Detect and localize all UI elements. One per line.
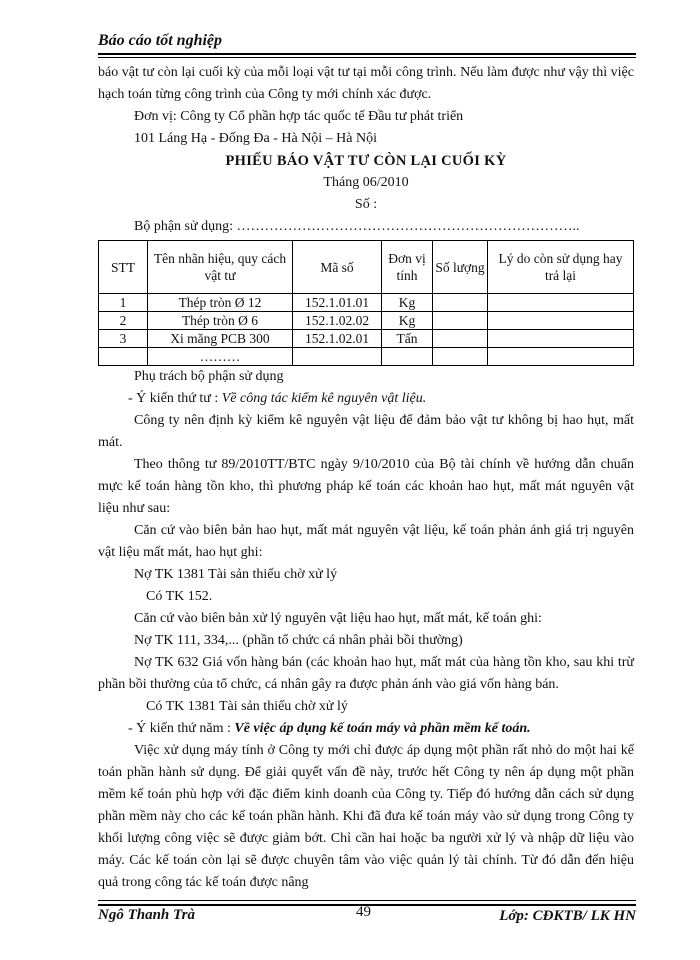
form-title: PHIẾU BÁO VẬT TƯ CÒN LẠI CUỐI KỲ (225, 153, 507, 169)
entry-credit-152: Có TK 152. (146, 589, 213, 604)
table-header-row (99, 241, 634, 294)
footer-class: Lớp: CĐKTB/ LK HN (499, 908, 636, 924)
cell-stt: 1 (99, 294, 148, 312)
cell-quantity (433, 348, 488, 366)
col-header-code: Mã số (293, 241, 382, 294)
materials-table (98, 240, 634, 366)
table-row (99, 294, 634, 312)
page-number: 49 (356, 904, 371, 920)
address-line: 101 Láng Hạ - Đống Đa - Hà Nội – Hà Nội (134, 131, 377, 146)
cell-code: 152.1.02.01 (293, 330, 382, 348)
page-header (98, 30, 638, 52)
header-rule-thin (98, 57, 636, 58)
footer-rule-thin (98, 900, 636, 901)
signer-line: Phụ trách bộ phận sử dụng (134, 369, 284, 384)
table-row (99, 312, 634, 330)
paragraph-continuation: báo vật tư còn lại cuối kỳ của mỗi loại vật tư tại mỗi công trình. Nếu làm được như vậy thì việc hạch toán từng công trình của Công ty mới chính xác được. (98, 65, 634, 102)
cell-code (293, 348, 382, 366)
cell-unit: Tấn (382, 330, 433, 348)
cell-code: 152.1.02.02 (293, 312, 382, 330)
table-row (99, 348, 634, 366)
cell-reason (488, 294, 634, 312)
opinion-4 (98, 388, 634, 410)
department-line: Bộ phận sử dụng: ……………………………………………………………….. (134, 219, 580, 234)
paragraph-debit-632: Nợ TK 632 Giá vốn hàng bán (các khoản hao hụt, mất mát của hàng tồn kho, sau khi trừ phần bồi thường của tổ chức, cá nhân gây ra được phản ánh vào giá vốn hàng bán. (98, 655, 634, 692)
cell-quantity (433, 330, 488, 348)
cell-stt: 3 (99, 330, 148, 348)
footer-author: Ngô Thanh Trà (98, 907, 195, 923)
cell-quantity (433, 312, 488, 330)
cell-stt (99, 348, 148, 366)
col-header-stt: STT (99, 241, 148, 294)
entry-credit-1381: Có TK 1381 Tài sản thiếu chờ xử lý (146, 699, 348, 714)
col-header-unit: Đơn vị tính (382, 241, 433, 294)
paragraph-handling-record: Căn cứ vào biên bản xử lý nguyên vật liệu hao hụt, mất mát, kế toán ghi: (134, 611, 542, 626)
cell-code: 152.1.01.01 (293, 294, 382, 312)
form-month: Tháng 06/2010 (323, 175, 409, 190)
cell-name: Thép tròn Ø 12 (148, 294, 293, 312)
col-header-quantity: Số lượng (433, 241, 488, 294)
opinion-4-lead: - Ý kiến thứ tư : (128, 391, 222, 406)
opinion-5 (98, 718, 634, 740)
col-header-name: Tên nhãn hiệu, quy cách vật tư (148, 241, 293, 294)
cell-unit (382, 348, 433, 366)
paragraph-loss-record: Căn cứ vào biên bản hao hụt, mất mát nguyên vật liệu, kế toán phản ánh giá trị nguyên vật liệu mất mát, hao hụt ghi: (98, 523, 634, 560)
cell-name: ……… (148, 348, 293, 366)
opinion-4-topic: Về công tác kiểm kê nguyên vật liệu. (221, 391, 427, 406)
paragraph-computerization: Việc xử dụng máy tính ở Công ty mới chỉ được áp dụng một phần rất nhỏ do một hai kế toán phần hành sử dụng. Để giải quyết vấn đề này, trước hết Công ty nên áp dụng một phần mềm kế toán phù hợp với đặc điểm kinh doanh của Công ty. Tiếp đó hướng dẫn cách sử dụng phần mềm này cho các kế toán phần hành. Khi đã đưa kế toán máy vào sử dụng trong Công ty khối lượng công việc sẽ được giảm bớt. Chỉ cần hai hoặc ba người xử lý và nhập dữ liệu vào máy. Các kế toán còn lại sẽ được chuyên tâm vào việc quản lý tài chính. Từ đó dẫn đến hiệu quả trong công tác kế toán được nâng (98, 743, 634, 890)
opinion-5-topic: Về việc áp dụng kế toán máy và phần mềm kế toán. (234, 721, 531, 736)
cell-quantity (433, 294, 488, 312)
page-footer (98, 904, 638, 934)
paragraph-inventory: Công ty nên định kỳ kiểm kê nguyên vật liệu để đảm bảo vật tư không bị hao hụt, mất mát. (98, 413, 634, 450)
document-body (98, 62, 634, 894)
cell-name: Thép tròn Ø 6 (148, 312, 293, 330)
cell-unit: Kg (382, 312, 433, 330)
cell-stt: 2 (99, 312, 148, 330)
paragraph-circular: Theo thông tư 89/2010TT/BTC ngày 9/10/2010 của Bộ tài chính về hướng dẫn chuẩn mực kế toán hàng tồn kho, thì phương pháp kế toán các khoản hao hụt, mất mát nguyên vật liệu như sau: (98, 457, 634, 516)
header-title: Báo cáo tốt nghiệp (98, 32, 223, 49)
cell-reason (488, 330, 634, 348)
header-rule-thick (98, 53, 636, 55)
unit-line: Đơn vị: Công ty Cổ phần hợp tác quốc tế Đầu tư phát triển (134, 109, 464, 124)
cell-name: Xi măng PCB 300 (148, 330, 293, 348)
col-header-reason: Lý do còn sử dụng hay trả lại (488, 241, 634, 294)
cell-reason (488, 312, 634, 330)
entry-debit-111-334: Nợ TK 111, 334,... (phần tổ chức cá nhân phải bồi thường) (134, 633, 463, 648)
table-row (99, 330, 634, 348)
entry-debit-1381: Nợ TK 1381 Tài sản thiếu chờ xử lý (134, 567, 338, 582)
opinion-5-lead: - Ý kiến thứ năm : (128, 721, 235, 736)
form-number: Số : (354, 197, 378, 212)
cell-unit: Kg (382, 294, 433, 312)
cell-reason (488, 348, 634, 366)
